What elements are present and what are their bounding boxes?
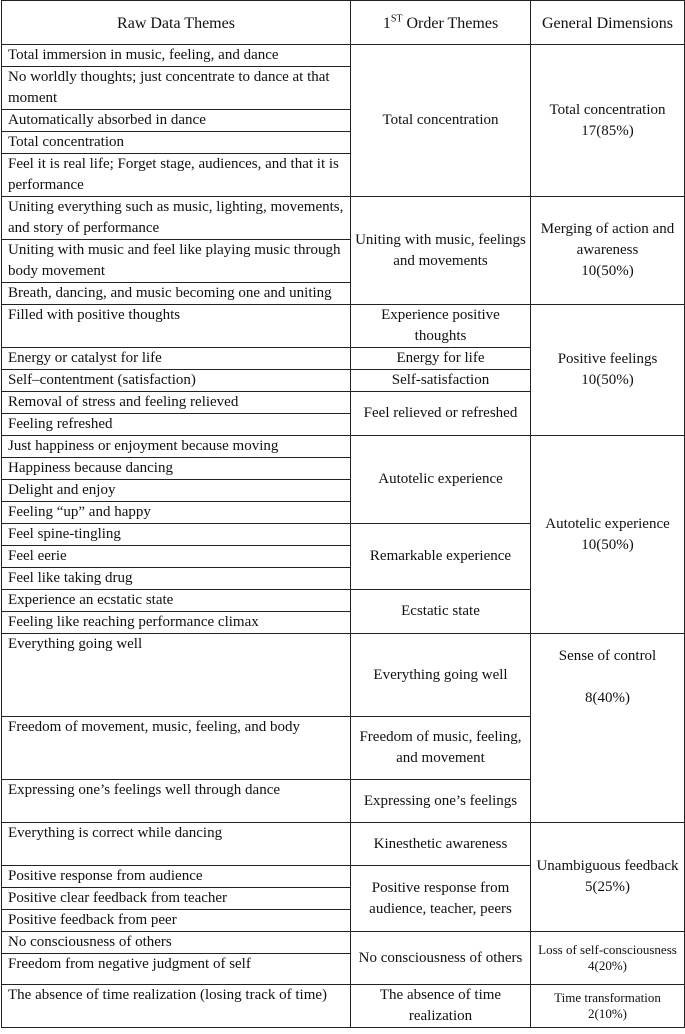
raw-theme-cell: Positive response from audience [2,866,351,888]
raw-theme-cell: Positive feedback from peer [2,910,351,932]
raw-theme-cell: The absence of time realization (losing track of time) [2,985,351,1028]
dimension-count: 10(50%) [581,372,634,388]
raw-theme-cell: No worldly thoughts; just concentrate to dance at that moment [2,67,351,110]
first-order-cell: Ecstatic state [351,590,531,634]
dimension-name: Sense of control [558,648,657,664]
first-order-cell: Total concentration [351,45,531,197]
header-raw-data-themes: Raw Data Themes [2,1,351,45]
raw-theme-cell: No consciousness of others [2,932,351,954]
first-order-cell: Expressing one’s feelings [351,780,531,823]
general-dimension-cell [531,305,685,436]
raw-theme-cell: Uniting with music and feel like playing music through body movement [2,240,351,283]
raw-theme-cell: Experience an ecstatic state [2,590,351,612]
dimension-name: Loss of self-consciousness [538,942,677,957]
dimension-count: 10(50%) [581,536,634,553]
dimension-count: 5(25%) [585,879,630,895]
dimension-count: 8(40%) [585,690,630,706]
raw-theme-cell: Just happiness or enjoyment because moving [2,436,351,458]
first-order-cell: The absence of time realization [351,985,531,1028]
raw-theme-cell: Feeling refreshed [2,414,351,436]
raw-theme-cell: Feeling like reaching performance climax [2,612,351,634]
raw-theme-cell: Freedom from negative judgment of self [2,954,351,985]
general-dimension-cell [531,823,685,932]
general-dimension-cell [531,197,685,305]
first-order-cell: Positive response from audience, teacher, peers [351,866,531,932]
raw-theme-cell: Energy or catalyst for life [2,348,351,370]
dimension-name: Total concentration [549,101,666,118]
raw-theme-cell: Filled with positive thoughts [2,305,351,348]
header-first-order-themes [351,1,531,45]
raw-theme-cell: Positive clear feedback from teacher [2,888,351,910]
first-order-cell: Uniting with music, feelings and movements [351,197,531,305]
dimension-name: Merging of action and awareness [540,221,675,258]
raw-theme-cell: Uniting everything such as music, lighting, movements, and story of performance [2,197,351,240]
general-dimension-cell [531,45,685,197]
raw-theme-cell: Total immersion in music, feeling, and dance [2,45,351,67]
dimension-name: Autotelic experience [545,515,670,532]
raw-theme-cell: Everything is correct while dancing [2,823,351,866]
raw-theme-cell: Happiness because dancing [2,458,351,480]
raw-theme-cell: Feeling “up” and happy [2,502,351,524]
first-order-cell: Everything going well [351,634,531,717]
raw-theme-cell: Feel it is real life; Forget stage, audiences, and that it is performance [2,154,351,197]
first-order-cell: Kinesthetic awareness [351,823,531,866]
raw-theme-cell: Removal of stress and feeling relieved [2,392,351,414]
dimension-count: 17(85%) [581,122,634,139]
first-order-cell: Self-satisfaction [351,370,531,392]
header-row [2,1,685,45]
general-dimension-cell [531,436,685,634]
raw-theme-cell: Expressing one’s feelings well through dance [2,780,351,823]
general-dimension-cell [531,985,685,1028]
raw-theme-cell: Feel eerie [2,546,351,568]
first-order-cell: Feel relieved or refreshed [351,392,531,436]
first-order-cell: Autotelic experience [351,436,531,524]
general-dimension-cell [531,932,685,985]
dimension-count: 10(50%) [581,263,634,279]
header-general-dimensions: General Dimensions [531,1,685,45]
dimension-name: Positive feelings [557,351,658,367]
dimension-name: Unambiguous feedback [536,858,679,874]
flow-themes-table [1,0,685,1028]
raw-theme-cell: Freedom of movement, music, feeling, and body [2,717,351,780]
raw-theme-cell: Total concentration [2,132,351,154]
dimension-name: Time transformation [554,990,661,1005]
raw-theme-cell: Everything going well [2,634,351,717]
dimension-count: 2(10%) [588,1006,627,1021]
first-order-cell: Remarkable experience [351,524,531,590]
raw-theme-cell: Delight and enjoy [2,480,351,502]
dimension-count: 4(20%) [588,958,627,973]
header-first-sup: ST [390,13,403,25]
raw-theme-cell: Self–contentment (satisfaction) [2,370,351,392]
header-first-prefix: 1 [382,14,391,32]
general-dimension-cell [531,634,685,823]
raw-theme-cell: Breath, dancing, and music becoming one and uniting [2,283,351,305]
raw-theme-cell: Feel spine-tingling [2,524,351,546]
raw-theme-cell: Automatically absorbed in dance [2,110,351,132]
header-first-suffix: Order Themes [402,14,499,32]
first-order-cell: No consciousness of others [351,932,531,985]
raw-theme-cell: Feel like taking drug [2,568,351,590]
first-order-cell: Experience positive thoughts [351,305,531,348]
first-order-cell: Energy for life [351,348,531,370]
first-order-cell: Freedom of music, feeling, and movement [351,717,531,780]
